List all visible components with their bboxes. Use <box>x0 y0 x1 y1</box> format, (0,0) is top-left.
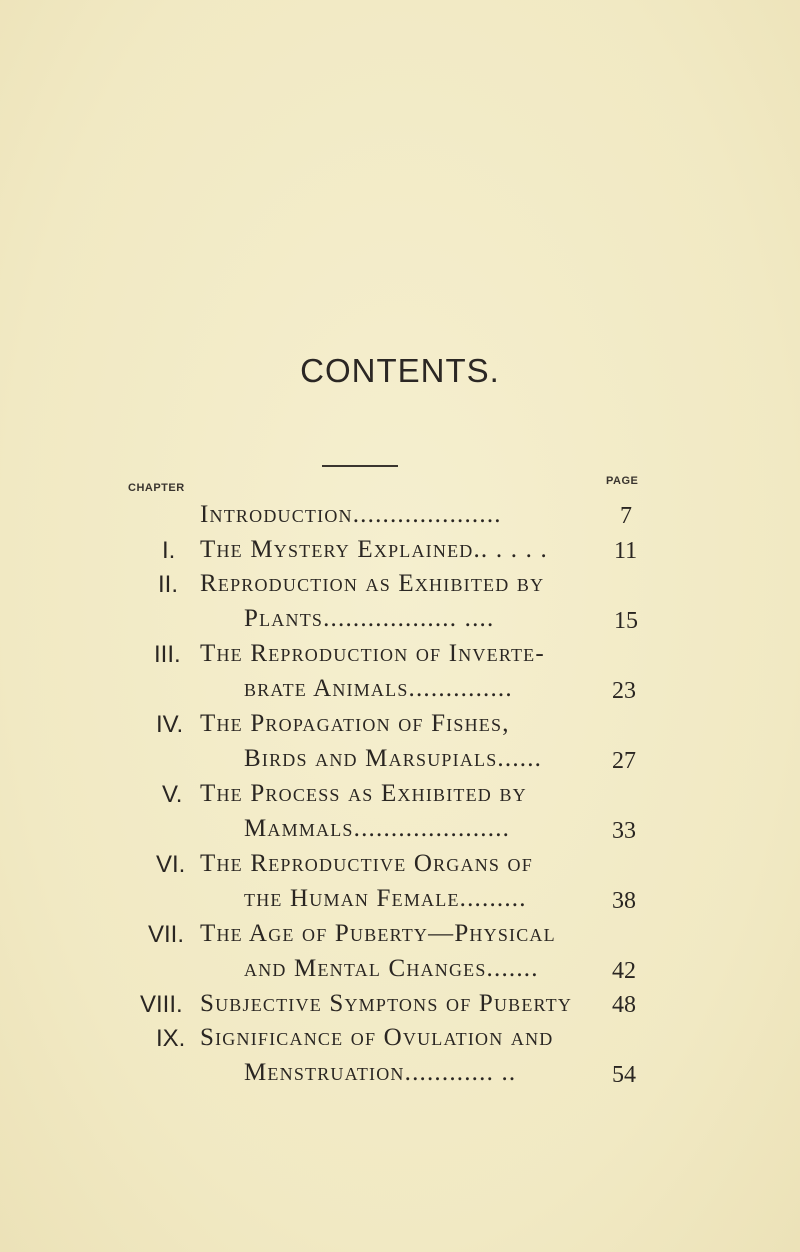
entry-1-title-line1: The Mystery Explained.. . . . . <box>200 536 548 563</box>
entry-8-title-line1: Subjective Symptons of Puberty <box>200 990 573 1017</box>
entry-7-title-line2: and Mental Changes....... <box>244 955 539 982</box>
entry-introduction-page: 7 <box>620 503 632 529</box>
page-column-header: PAGE <box>606 475 639 487</box>
entry-6-title-line2: the Human Female......... <box>244 885 527 912</box>
entry-4-page: 27 <box>612 748 636 774</box>
entry-4-title-line1: The Propagation of Fishes, <box>200 710 510 737</box>
entry-5-number: V. <box>162 781 183 808</box>
entry-3-page: 23 <box>612 678 636 704</box>
entry-8-number: VIII. <box>140 991 183 1018</box>
entry-5-title-line1: The Process as Exhibited by <box>200 780 527 807</box>
page-title: CONTENTS. <box>300 352 500 389</box>
entry-8-page: 48 <box>612 992 636 1018</box>
entry-9-title-line1: Significance of Ovulation and <box>200 1024 554 1051</box>
entry-9-page: 54 <box>612 1062 636 1088</box>
entry-1-page: 11 <box>614 538 638 564</box>
entry-9-number: IX. <box>156 1025 186 1052</box>
entry-2-title-line2: Plants.................. .... <box>244 605 495 632</box>
entry-9-title-line2: Menstruation............ .. <box>244 1059 517 1086</box>
entry-4-number: IV. <box>156 711 184 738</box>
entry-3-number: III. <box>154 641 181 668</box>
entry-7-title-line1: The Age of Puberty—Physical <box>200 920 556 947</box>
entry-4-title-line2: Birds and Marsupials...... <box>244 745 543 772</box>
entry-6-title-line1: The Reproductive Organs of <box>200 850 533 877</box>
chapter-column-header: CHAPTER <box>128 482 185 494</box>
entry-2-page: 15 <box>614 608 638 634</box>
entry-5-title-line2: Mammals..................... <box>244 815 511 842</box>
entry-3-title-line1: The Reproduction of Inverte- <box>200 640 545 667</box>
entry-6-page: 38 <box>612 888 636 914</box>
entry-7-number: VII. <box>148 921 185 948</box>
entry-3-title-line2: brate Animals.............. <box>244 675 513 702</box>
entry-2-number: II. <box>158 571 179 598</box>
entry-6-number: VI. <box>156 851 186 878</box>
entry-introduction-title: Introduction.................... <box>200 501 502 528</box>
entry-7-page: 42 <box>612 958 636 984</box>
entry-1-number: I. <box>162 537 176 564</box>
entry-5-page: 33 <box>612 818 636 844</box>
entry-2-title-line1: Reproduction as Exhibited by <box>200 570 545 597</box>
